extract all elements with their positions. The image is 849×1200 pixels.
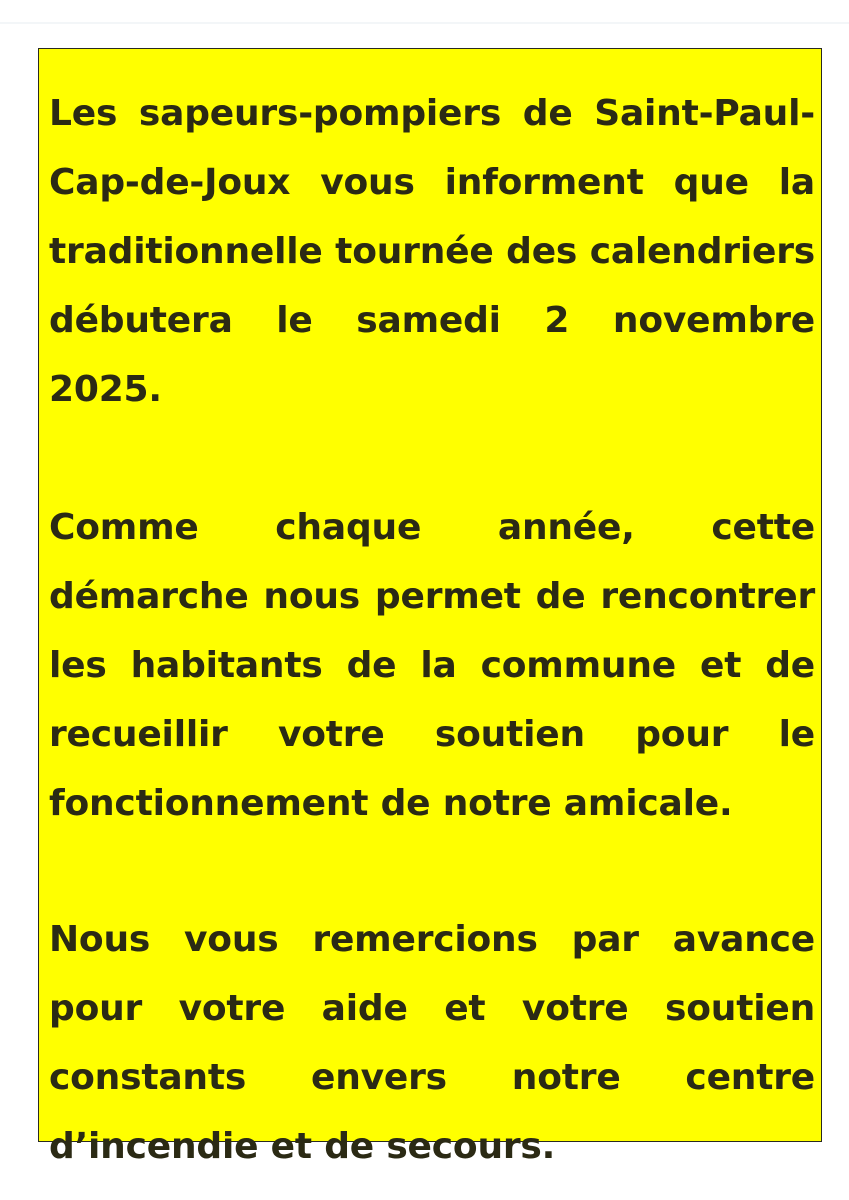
text-line: démarche nous permet de rencontrer (49, 576, 815, 617)
paragraph-announcement (49, 79, 815, 424)
paragraph-thanks (49, 905, 815, 1181)
text-line: Cap-de-Joux vous informent que la (49, 162, 815, 203)
text-line: constants envers notre centre (49, 1057, 815, 1098)
text-line: Les sapeurs-pompiers de Saint-Paul- (49, 93, 815, 134)
text-line: les habitants de la commune et de (49, 645, 815, 686)
paragraph-purpose (49, 493, 815, 838)
text-line: Comme chaque année, cette (49, 507, 815, 548)
text-line: d’incendie et de secours. (49, 1126, 556, 1167)
text-line: Nous vous remercions par avance (49, 919, 815, 960)
scan-edge-line (0, 22, 849, 24)
text-line: débutera le samedi 2 novembre 2025. (49, 300, 815, 410)
text-line: traditionnelle tournée des calendriers (49, 231, 815, 272)
text-line: recueillir votre soutien pour le (49, 714, 815, 755)
text-line: fonctionnement de notre amicale. (49, 783, 733, 824)
text-line: pour votre aide et votre soutien (49, 988, 815, 1029)
notice-panel (38, 48, 822, 1167)
